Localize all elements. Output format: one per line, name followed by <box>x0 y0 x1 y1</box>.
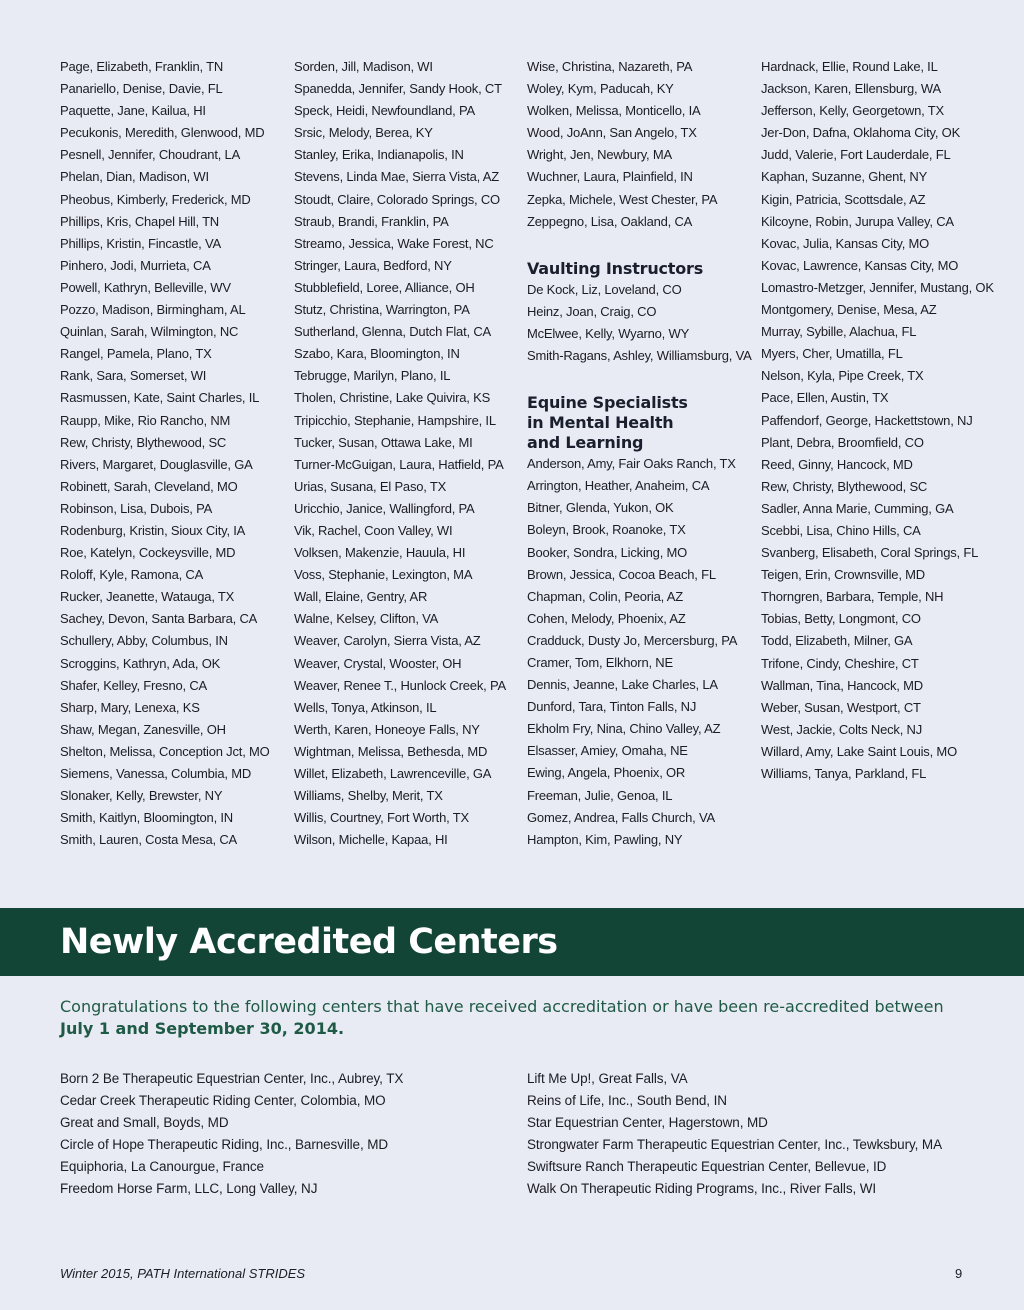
list-item: Willis, Courtney, Fort Worth, TX <box>294 810 469 826</box>
list-item: Kaphan, Suzanne, Ghent, NY <box>761 169 928 185</box>
list-item: Kovac, Julia, Kansas City, MO <box>761 235 930 251</box>
list-item: Myers, Cher, Umatilla, FL <box>761 346 903 362</box>
list-item: Zeppegno, Lisa, Oakland, CA <box>527 213 693 229</box>
list-item: Trifone, Cindy, Cheshire, CT <box>761 655 919 671</box>
list-item: Walne, Kelsey, Clifton, VA <box>294 611 439 627</box>
list-item: Powell, Kathryn, Belleville, WV <box>60 279 231 295</box>
esmhl-heading <box>527 393 747 453</box>
names-column-1 <box>60 56 280 851</box>
list-item: Smith-Ragans, Ashley, Williamsburg, VA <box>527 348 752 364</box>
list-item: Dennis, Jeanne, Lake Charles, LA <box>527 677 718 693</box>
intro-text <box>60 996 960 1040</box>
list-item: Judd, Valerie, Fort Lauderdale, FL <box>761 147 951 163</box>
list-item: Rasmussen, Kate, Saint Charles, IL <box>60 390 260 406</box>
list-item: Wuchner, Laura, Plainfield, IN <box>527 169 693 185</box>
list-item: Dunford, Tara, Tinton Falls, NJ <box>527 699 697 715</box>
list-item: Stevens, Linda Mae, Sierra Vista, AZ <box>294 169 500 185</box>
list-item: Turner-McGuigan, Laura, Hatfield, PA <box>294 456 504 472</box>
list-item: Willet, Elizabeth, Lawrenceville, GA <box>294 766 492 781</box>
list-item: Stringer, Laura, Bedford, NY <box>294 257 452 273</box>
list-item: Jackson, Karen, Ellensburg, WA <box>761 81 941 97</box>
list-item: Robinett, Sarah, Cleveland, MO <box>60 478 238 494</box>
section-title: Newly Accredited Centers <box>60 922 558 962</box>
list-item: Wood, JoAnn, San Angelo, TX <box>527 125 697 141</box>
list-item: Roloff, Kyle, Ramona, CA <box>60 567 204 583</box>
list-item: Tobias, Betty, Longmont, CO <box>761 611 921 627</box>
center-item: Cedar Creek Therapeutic Riding Center, Colombia, MO <box>60 1093 386 1109</box>
list-item: Willard, Amy, Lake Saint Louis, MO <box>761 743 957 759</box>
list-item: Brown, Jessica, Cocoa Beach, FL <box>527 566 716 582</box>
footer-publication: Winter 2015, PATH International STRIDES <box>60 1266 306 1281</box>
list-item: Kigin, Patricia, Scottsdale, AZ <box>761 191 926 207</box>
centers-list-left <box>60 1068 500 1201</box>
center-item: Born 2 Be Therapeutic Equestrian Center, Inc., Aubrey, TX <box>60 1071 404 1086</box>
list-item: Bitner, Glenda, Yukon, OK <box>527 500 674 516</box>
list-item: Tripicchio, Stephanie, Hampshire, IL <box>294 412 496 428</box>
list-item: Szabo, Kara, Bloomington, IN <box>294 346 460 362</box>
list-item: Wall, Elaine, Gentry, AR <box>294 589 428 605</box>
list-item: Reed, Ginny, Hancock, MD <box>761 456 913 472</box>
list-item: De Kock, Liz, Loveland, CO <box>527 281 682 297</box>
vaulting-instructors-heading: Vaulting Instructors <box>527 258 704 278</box>
list-item: Voss, Stephanie, Lexington, MA <box>294 567 473 583</box>
list-item: Spanedda, Jennifer, Sandy Hook, CT <box>294 81 502 97</box>
list-item: Vik, Rachel, Coon Valley, WI <box>294 522 453 538</box>
center-item: Freedom Horse Farm, LLC, Long Valley, NJ <box>60 1181 318 1197</box>
list-item: Montgomery, Denise, Mesa, AZ <box>761 302 937 318</box>
list-item: Williams, Tanya, Parkland, FL <box>761 766 927 781</box>
list-item: Sutherland, Glenna, Dutch Flat, CA <box>294 324 491 340</box>
list-item: Rucker, Jeanette, Watauga, TX <box>60 589 235 605</box>
list-item: Todd, Elizabeth, Milner, GA <box>761 633 913 649</box>
names-column-2 <box>294 56 514 851</box>
list-item: Scroggins, Kathryn, Ada, OK <box>60 655 221 671</box>
list-item: Stutz, Christina, Warrington, PA <box>294 302 470 318</box>
section-banner <box>0 908 1024 976</box>
list-item: Pinhero, Jodi, Murrieta, CA <box>60 257 211 273</box>
list-item: Siemens, Vanessa, Columbia, MD <box>60 766 252 781</box>
list-item: Schullery, Abby, Columbus, IN <box>60 633 228 649</box>
list-item: Uricchio, Janice, Wallingford, PA <box>294 500 475 516</box>
list-item: Hampton, Kim, Pawling, NY <box>527 831 683 847</box>
list-item: Pozzo, Madison, Birmingham, AL <box>60 302 246 318</box>
list-item: Robinson, Lisa, Dubois, PA <box>60 500 213 516</box>
list-item: Pace, Ellen, Austin, TX <box>761 390 889 406</box>
list-item: Panariello, Denise, Davie, FL <box>60 81 223 97</box>
list-item: Wise, Christina, Nazareth, PA <box>527 59 693 74</box>
list-item: Page, Elizabeth, Franklin, TN <box>60 59 224 74</box>
center-item: Reins of Life, Inc., South Bend, IN <box>527 1093 727 1109</box>
list-item: Slonaker, Kelly, Brewster, NY <box>60 788 223 804</box>
list-item: Rank, Sara, Somerset, WI <box>60 368 207 384</box>
list-item: Jefferson, Kelly, Georgetown, TX <box>761 103 944 119</box>
list-item: Lomastro-Metzger, Jennifer, Mustang, OK <box>761 279 994 295</box>
list-item: Shelton, Melissa, Conception Jct, MO <box>60 743 270 759</box>
list-item: Tholen, Christine, Lake Quivira, KS <box>294 390 491 406</box>
intro-sentence: Congratulations to the following centers that have received accreditation or have been re-accredited between <box>60 997 944 1016</box>
list-item: Hardnack, Ellie, Round Lake, IL <box>761 59 938 74</box>
list-item: Teigen, Erin, Crownsville, MD <box>761 567 925 583</box>
list-item: Sharp, Mary, Lenexa, KS <box>60 699 200 715</box>
list-item: Pesnell, Jennifer, Choudrant, LA <box>60 147 241 163</box>
list-item: Phillips, Kris, Chapel Hill, TN <box>60 213 219 229</box>
list-item: Wallman, Tina, Hancock, MD <box>761 677 923 693</box>
list-item: Rivers, Margaret, Douglasville, GA <box>60 456 253 472</box>
list-item: Wells, Tonya, Atkinson, IL <box>294 699 437 715</box>
list-item: Smith, Lauren, Costa Mesa, CA <box>60 832 237 848</box>
list-item: Ewing, Angela, Phoenix, OR <box>527 765 686 781</box>
names-column-3 <box>527 56 752 851</box>
list-item: Elsasser, Amiey, Omaha, NE <box>527 743 688 759</box>
list-item: Volksen, Makenzie, Hauula, HI <box>294 545 466 561</box>
list-item: Sachey, Devon, Santa Barbara, CA <box>60 611 258 627</box>
list-item: Tebrugge, Marilyn, Plano, IL <box>294 368 451 384</box>
list-item: Nelson, Kyla, Pipe Creek, TX <box>761 368 924 384</box>
list-item: Arrington, Heather, Anaheim, CA <box>527 478 710 494</box>
list-item: Speck, Heidi, Newfoundland, PA <box>294 103 475 119</box>
list-item: Urias, Susana, El Paso, TX <box>294 478 447 494</box>
footer-page-number: 9 <box>955 1266 963 1281</box>
list-item: Rew, Christy, Blythewood, SC <box>761 478 928 494</box>
list-item: Wright, Jen, Newbury, MA <box>527 147 672 163</box>
list-item: Woley, Kym, Paducah, KY <box>527 81 674 97</box>
center-item: Strongwater Farm Therapeutic Equestrian Center, Inc., Tewksbury, MA <box>527 1137 942 1153</box>
list-item: Jer-Don, Dafna, Oklahoma City, OK <box>761 125 961 141</box>
list-item: Cradduck, Dusty Jo, Mercersburg, PA <box>527 632 738 648</box>
list-item: Wightman, Melissa, Bethesda, MD <box>294 743 488 759</box>
list-item: Weber, Susan, Westport, CT <box>761 699 921 715</box>
center-item: Circle of Hope Therapeutic Riding, Inc., Barnesville, MD <box>60 1137 389 1153</box>
list-item: McElwee, Kelly, Wyarno, WY <box>527 325 690 341</box>
list-item: Wolken, Melissa, Monticello, IA <box>527 103 701 119</box>
list-item: Weaver, Renee T., Hunlock Creek, PA <box>294 677 506 693</box>
list-item: West, Jackie, Colts Neck, NJ <box>761 721 923 737</box>
list-item: Rew, Christy, Blythewood, SC <box>60 434 227 450</box>
esmhl-heading-line: and Learning <box>527 433 644 453</box>
list-item: Sorden, Jill, Madison, WI <box>294 59 433 74</box>
center-item: Lift Me Up!, Great Falls, VA <box>527 1071 688 1086</box>
list-item: Boleyn, Brook, Roanoke, TX <box>527 522 686 538</box>
list-item: Freeman, Julie, Genoa, IL <box>527 787 673 803</box>
list-item: Rangel, Pamela, Plano, TX <box>60 346 212 362</box>
list-item: Rodenburg, Kristin, Sioux City, IA <box>60 522 246 538</box>
list-item: Srsic, Melody, Berea, KY <box>294 125 433 141</box>
centers-list-right <box>527 1068 967 1201</box>
center-item: Star Equestrian Center, Hagerstown, MD <box>527 1115 768 1131</box>
list-item: Streamo, Jessica, Wake Forest, NC <box>294 235 494 251</box>
list-item: Straub, Brandi, Franklin, PA <box>294 213 449 229</box>
list-item: Pheobus, Kimberly, Frederick, MD <box>60 191 251 207</box>
list-item: Zepka, Michele, West Chester, PA <box>527 191 718 207</box>
list-item: Werth, Karen, Honeoye Falls, NY <box>294 721 480 737</box>
list-item: Scebbi, Lisa, Chino Hills, CA <box>761 522 921 538</box>
list-item: Kovac, Lawrence, Kansas City, MO <box>761 257 959 273</box>
list-item: Williams, Shelby, Merit, TX <box>294 788 443 804</box>
list-item: Paquette, Jane, Kailua, HI <box>60 103 206 119</box>
list-item: Shafer, Kelley, Fresno, CA <box>60 677 208 693</box>
list-item: Gomez, Andrea, Falls Church, VA <box>527 809 715 825</box>
list-item: Wilson, Michelle, Kapaa, HI <box>294 832 448 848</box>
center-item: Swiftsure Ranch Therapeutic Equestrian Center, Bellevue, ID <box>527 1159 887 1175</box>
list-item: Quinlan, Sarah, Wilmington, NC <box>60 324 239 340</box>
list-item: Heinz, Joan, Craig, CO <box>527 303 657 319</box>
list-item: Phelan, Dian, Madison, WI <box>60 169 209 185</box>
list-item: Sadler, Anna Marie, Cumming, GA <box>761 500 954 516</box>
list-item: Stoudt, Claire, Colorado Springs, CO <box>294 191 500 207</box>
list-item: Cohen, Melody, Phoenix, AZ <box>527 610 686 626</box>
esmhl-heading-line: Equine Specialists <box>527 393 688 413</box>
list-item: Roe, Katelyn, Cockeysville, MD <box>60 545 236 561</box>
list-item: Stanley, Erika, Indianapolis, IN <box>294 147 464 163</box>
names-column-4 <box>761 56 994 785</box>
list-item: Weaver, Carolyn, Sierra Vista, AZ <box>294 633 481 649</box>
list-item: Smith, Kaitlyn, Bloomington, IN <box>60 810 233 826</box>
list-item: Stubblefield, Loree, Alliance, OH <box>294 279 475 295</box>
esmhl-heading-line: in Mental Health <box>527 413 674 433</box>
list-item: Chapman, Colin, Peoria, AZ <box>527 588 683 604</box>
list-item: Svanberg, Elisabeth, Coral Springs, FL <box>761 545 979 561</box>
list-item: Raupp, Mike, Rio Rancho, NM <box>60 412 231 428</box>
list-item: Tucker, Susan, Ottawa Lake, MI <box>294 434 473 450</box>
list-item: Weaver, Crystal, Wooster, OH <box>294 655 462 671</box>
center-item: Great and Small, Boyds, MD <box>60 1115 229 1131</box>
list-item: Pecukonis, Meredith, Glenwood, MD <box>60 125 265 141</box>
list-item: Anderson, Amy, Fair Oaks Ranch, TX <box>527 456 736 472</box>
list-item: Kilcoyne, Robin, Jurupa Valley, CA <box>761 213 954 229</box>
list-item: Shaw, Megan, Zanesville, OH <box>60 721 226 737</box>
center-item: Walk On Therapeutic Riding Programs, Inc., River Falls, WI <box>527 1181 877 1197</box>
list-item: Murray, Sybille, Alachua, FL <box>761 324 917 340</box>
list-item: Paffendorf, George, Hackettstown, NJ <box>761 412 973 428</box>
center-item: Equiphoria, La Canourgue, France <box>60 1159 264 1175</box>
list-item: Plant, Debra, Broomfield, CO <box>761 434 924 450</box>
list-item: Phillips, Kristin, Fincastle, VA <box>60 235 221 251</box>
list-item: Ekholm Fry, Nina, Chino Valley, AZ <box>527 721 721 737</box>
list-item: Booker, Sondra, Licking, MO <box>527 544 688 560</box>
intro-dates: July 1 and September 30, 2014. <box>60 1019 345 1038</box>
list-item: Cramer, Tom, Elkhorn, NE <box>527 654 673 670</box>
list-item: Thorngren, Barbara, Temple, NH <box>761 589 944 605</box>
